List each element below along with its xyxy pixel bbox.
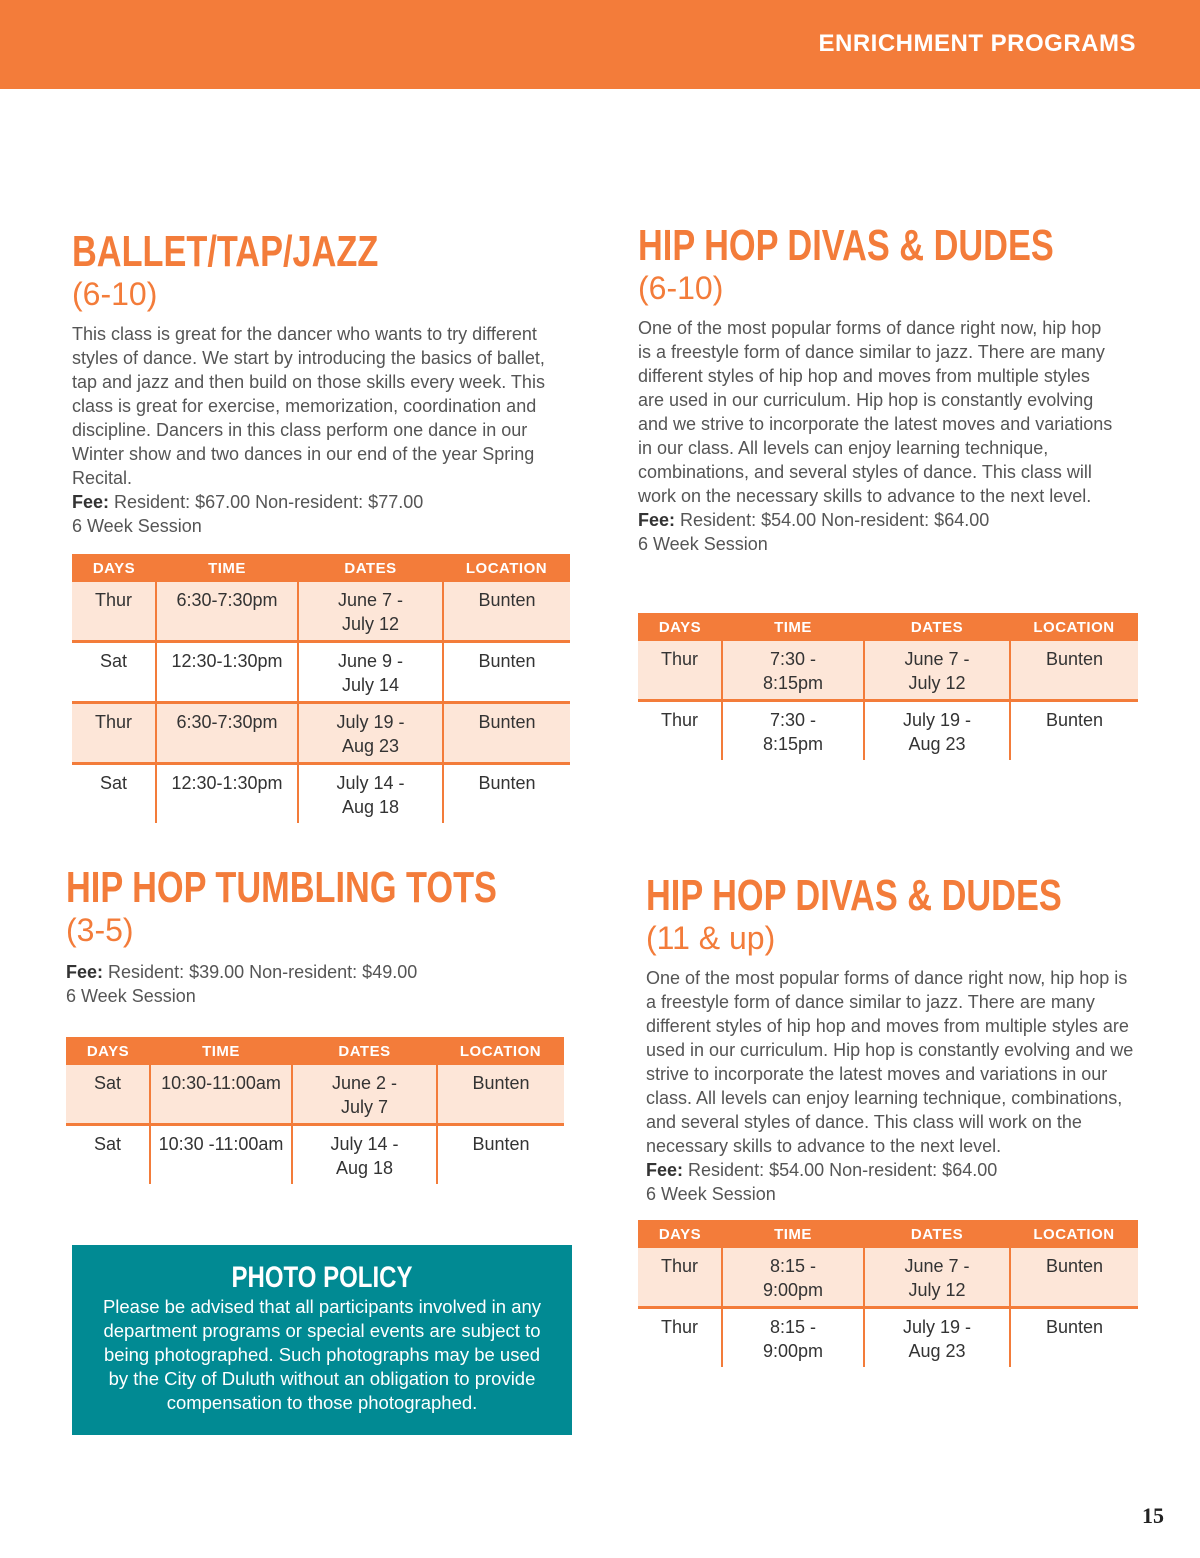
header-location: LOCATION (1010, 1220, 1138, 1248)
cell-dates (298, 642, 443, 703)
dates-text: July 19 - Aug 23 (902, 1317, 972, 1361)
header-days: DAYS (638, 613, 722, 641)
table-row (638, 701, 1138, 761)
header-dates: DATES (298, 554, 443, 582)
fee-label: Fee: (646, 1160, 684, 1180)
header-dates: DATES (292, 1037, 437, 1065)
section-tumbling-tots (66, 864, 546, 1008)
section-title: BALLET/TAP/JAZZ (72, 227, 379, 276)
section-title: HIP HOP DIVAS & DUDES (646, 871, 1062, 920)
photo-policy-box (72, 1245, 572, 1435)
cell-dates (292, 1065, 437, 1125)
section-hiphop-kids (638, 222, 1118, 556)
header-location: LOCATION (1010, 613, 1138, 641)
section-title: HIP HOP DIVAS & DUDES (638, 221, 1054, 270)
cell-location: Bunten (443, 582, 570, 642)
table-row (66, 1065, 564, 1125)
section-description: One of the most popular forms of dance right now, hip hop is a freestyle form of dance similar to jazz. There are many different styles of hip hop and moves from multiple styles are used in our curriculum. Hip hop is constantly evolving and we strive to incorporate the latest moves and variations in our class. All levels can enjoy learning technique, combinations, and several styles of dance. This class will work on the necessary skills to advance to the next level. (646, 968, 1134, 1156)
cell-day: Thur (72, 582, 156, 642)
table-header-row (638, 1220, 1138, 1248)
cell-location: Bunten (443, 642, 570, 703)
cell-day: Thur (660, 710, 698, 730)
cell-time (722, 1308, 864, 1368)
cell-day: Sat (99, 773, 128, 793)
table-row (72, 703, 570, 764)
cell-day: Thur (638, 641, 722, 701)
section-hiphop-teens (646, 872, 1140, 1206)
section-description: This class is great for the dancer who wants to try different styles of dance. We start by introducing the basics of ballet, tap and jazz and then build on those skills every week. This class is great for exercise, memorization, coordination and discipline. Dancers in this class perform one dance in our Winter show and two dances in our end of the year Spring Recital. (72, 324, 545, 488)
fee-line (66, 960, 546, 984)
schedule-table-ballet (72, 554, 570, 823)
dates-text: June 7 - July 12 (337, 590, 404, 634)
fee-label: Fee: (66, 962, 104, 982)
fee-line (646, 1158, 1140, 1182)
page-number: 15 (1142, 1503, 1164, 1528)
section-age: (6-10) (72, 276, 158, 312)
cell-dates (864, 1308, 1010, 1368)
session-length: 6 Week Session (646, 1184, 776, 1204)
dates-text: June 9 - July 14 (337, 651, 404, 695)
time-text: 7:30 - 8:15pm (762, 710, 824, 754)
cell-location: Bunten (437, 1065, 564, 1125)
table-header-row (638, 613, 1138, 641)
cell-dates (292, 1125, 437, 1185)
fee-line (638, 508, 1118, 532)
dates-text: June 2 - July 7 (331, 1073, 398, 1117)
cell-location: Bunten (443, 703, 570, 764)
table-row (66, 1125, 564, 1185)
fee-value: Resident: $39.00 Non-resident: $49.00 (108, 962, 418, 982)
dates-text: June 7 - July 12 (904, 1256, 970, 1300)
dates-text: June 7 - July 12 (904, 649, 970, 693)
time-text: 8:15 - 9:00pm (762, 1317, 824, 1361)
cell-dates (298, 582, 443, 642)
header-time: TIME (722, 1220, 864, 1248)
section-description: One of the most popular forms of dance right now, hip hop is a freestyle form of dance similar to jazz. There are many different styles of hip hop and moves from multiple styles are used in our curriculum. Hip hop is constantly evolving and we strive to incorporate the latest moves and variations in our class. All levels can enjoy learning technique, combinations, and several styles of dance. This class will work on the necessary skills to advance to the next level. (638, 318, 1113, 506)
cell-day: Sat (93, 1134, 122, 1154)
cell-day: Thur (72, 703, 156, 764)
dates-text: July 19 - Aug 23 (336, 712, 405, 756)
cell-location: Bunten (437, 1125, 564, 1185)
session-length: 6 Week Session (638, 534, 768, 554)
cell-time (722, 701, 864, 761)
table-row (72, 582, 570, 642)
header-title: ENRICHMENT PROGRAMS (818, 30, 1136, 57)
cell-dates (298, 764, 443, 824)
cell-dates (864, 641, 1010, 701)
header-time: TIME (722, 613, 864, 641)
cell-time: 10:30 -11:00am (150, 1125, 292, 1185)
time-text: 7:30 - 8:15pm (762, 649, 824, 693)
cell-location: Bunten (1010, 641, 1138, 701)
header-dates: DATES (864, 1220, 1010, 1248)
schedule-table-hiphop-teens (638, 1220, 1138, 1367)
session-length: 6 Week Session (66, 986, 196, 1006)
fee-value: Resident: $54.00 Non-resident: $64.00 (688, 1160, 998, 1180)
schedule-table-tumbling (66, 1037, 564, 1184)
table-row (72, 642, 570, 703)
cell-time: 10:30-11:00am (150, 1065, 292, 1125)
cell-location: Bunten (443, 764, 570, 824)
schedule-table-hiphop-kids (638, 613, 1138, 760)
table-row (638, 641, 1138, 701)
dates-text: July 14 - Aug 18 (330, 1134, 399, 1178)
section-age: (11 & up) (646, 920, 776, 956)
cell-time (722, 641, 864, 701)
header-bar (0, 0, 1200, 89)
table-header-row (66, 1037, 564, 1065)
fee-line (72, 490, 552, 514)
fee-value: Resident: $54.00 Non-resident: $64.00 (680, 510, 990, 530)
header-time: TIME (156, 554, 298, 582)
photo-policy-text: Please be advised that all participants involved in any department programs or special events are subject to being photographed. Such photographs may be used by the City of Duluth without an obligation to provide compensation to those photographed. (102, 1296, 542, 1413)
cell-time: 12:30-1:30pm (156, 642, 298, 703)
cell-day: Thur (638, 1248, 722, 1308)
fee-value: Resident: $67.00 Non-resident: $77.00 (114, 492, 424, 512)
fee-label: Fee: (72, 492, 110, 512)
cell-time: 6:30-7:30pm (156, 582, 298, 642)
section-ballet (72, 228, 552, 538)
header-days: DAYS (66, 1037, 150, 1065)
header-dates: DATES (864, 613, 1010, 641)
section-title: HIP HOP TUMBLING TOTS (66, 863, 497, 912)
cell-day: Sat (66, 1065, 150, 1125)
dates-text: July 14 - Aug 18 (336, 773, 405, 817)
header-location: LOCATION (437, 1037, 564, 1065)
cell-location: Bunten (1010, 701, 1138, 761)
cell-time: 12:30-1:30pm (156, 764, 298, 824)
table-row (638, 1248, 1138, 1308)
dates-text: July 19 - Aug 23 (902, 710, 972, 754)
cell-dates (864, 1248, 1010, 1308)
fee-label: Fee: (638, 510, 676, 530)
session-length: 6 Week Session (72, 516, 202, 536)
section-age: (3-5) (66, 912, 134, 948)
cell-location: Bunten (1010, 1248, 1138, 1308)
table-row (72, 764, 570, 824)
header-days: DAYS (638, 1220, 722, 1248)
cell-day: Thur (660, 1317, 698, 1337)
header-location: LOCATION (443, 554, 570, 582)
time-text: 8:15 - 9:00pm (762, 1256, 824, 1300)
cell-dates (298, 703, 443, 764)
section-age: (6-10) (638, 270, 724, 306)
table-header-row (72, 554, 570, 582)
cell-location: Bunten (1010, 1308, 1138, 1368)
header-days: DAYS (72, 554, 156, 582)
photo-policy-title: PHOTO POLICY (231, 1261, 413, 1294)
cell-time (722, 1248, 864, 1308)
header-time: TIME (150, 1037, 292, 1065)
cell-time: 6:30-7:30pm (156, 703, 298, 764)
table-row (638, 1308, 1138, 1368)
cell-day: Sat (72, 642, 156, 703)
cell-dates (864, 701, 1010, 761)
